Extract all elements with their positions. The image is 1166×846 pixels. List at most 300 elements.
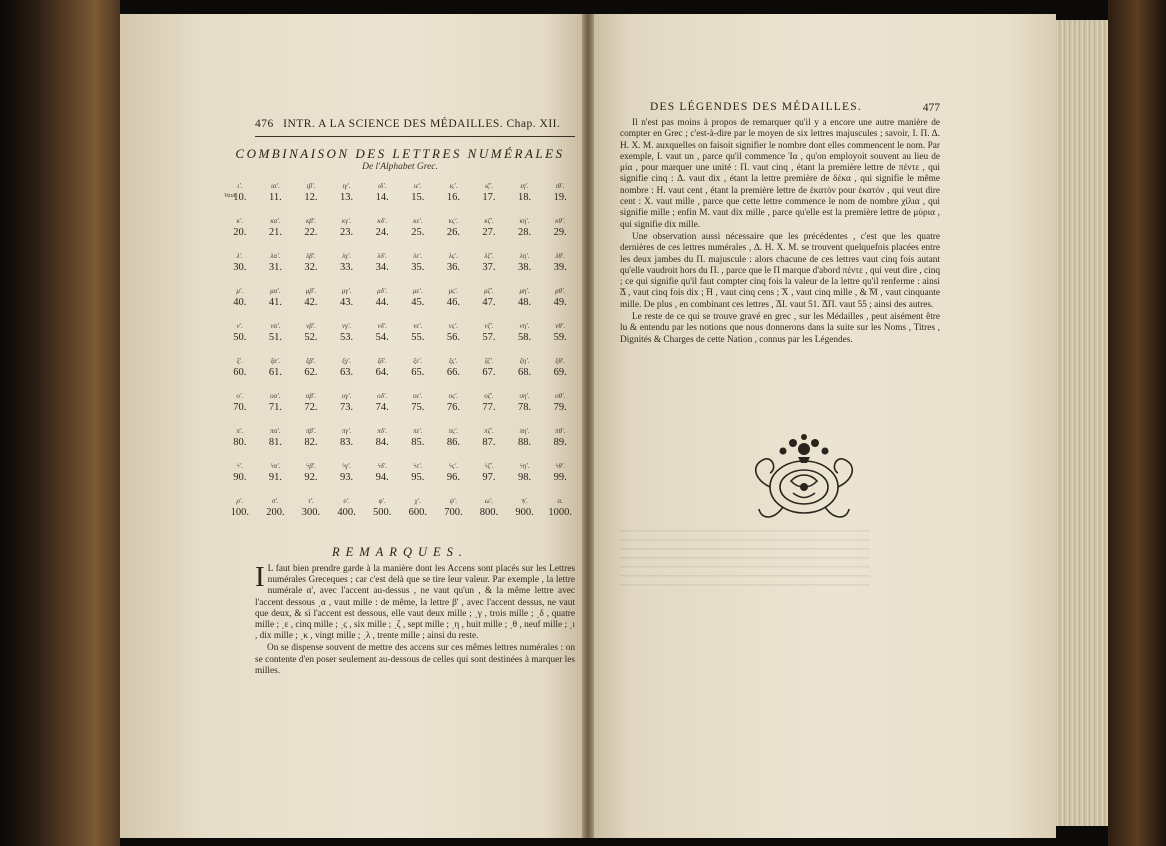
arabic-value: 71. bbox=[268, 402, 282, 413]
right-cover-edge bbox=[1108, 0, 1166, 846]
greek-numeral: πβ'. bbox=[305, 427, 317, 435]
greek-numeral: ϟη'. bbox=[519, 462, 530, 470]
arabic-value: 26. bbox=[446, 227, 460, 238]
arabic-value: 11. bbox=[269, 192, 282, 203]
numeral-cell bbox=[329, 392, 365, 414]
ornament-vignette-icon bbox=[743, 429, 865, 527]
greek-numeral: οδ'. bbox=[377, 392, 388, 400]
numeral-cell bbox=[507, 497, 543, 519]
greek-numeral: κδ'. bbox=[377, 217, 388, 225]
arabic-value: 300. bbox=[301, 507, 321, 518]
arabic-value: 91. bbox=[268, 472, 282, 483]
greek-numeral: με'. bbox=[413, 287, 423, 295]
greek-numeral: ξδ'. bbox=[377, 357, 387, 365]
arabic-value: 1000. bbox=[548, 507, 572, 518]
arabic-value: 44. bbox=[375, 297, 389, 308]
numeral-cell bbox=[507, 182, 543, 204]
greek-numeral: ιζ'. bbox=[484, 182, 493, 190]
numeral-cell bbox=[329, 357, 365, 379]
arabic-value: 96. bbox=[446, 472, 460, 483]
greek-numeral: ϟγ'. bbox=[342, 462, 352, 470]
greek-numeral: ξθ'. bbox=[555, 357, 566, 365]
greek-numeral: ιε'. bbox=[413, 182, 422, 190]
table-subtitle: De l'Alphabet Grec. bbox=[362, 162, 438, 172]
arabic-value: 88. bbox=[518, 437, 532, 448]
numeral-cell bbox=[222, 462, 258, 484]
numeral-row bbox=[222, 252, 578, 287]
arabic-value: 50. bbox=[233, 332, 247, 343]
numeral-cell bbox=[293, 357, 329, 379]
greek-numeral: μ'. bbox=[236, 287, 244, 295]
greek-numeral: α. bbox=[557, 497, 563, 505]
greek-numeral: ψ'. bbox=[449, 497, 458, 505]
arabic-value: 86. bbox=[446, 437, 460, 448]
numeral-cell bbox=[471, 392, 507, 414]
arabic-value: 33. bbox=[340, 262, 354, 273]
arabic-value: 45. bbox=[411, 297, 425, 308]
greek-numeral: ος'. bbox=[448, 392, 459, 400]
arabic-value: 38. bbox=[518, 262, 532, 273]
arabic-value: 500. bbox=[373, 507, 392, 518]
right-paragraph-3: Le reste de ce qui se trouve gravé en grec , sur les Médailles , peut aisément être lu & entendu par les notions que nous donnerons dans la suite sur les Noms , Titres , Dignités & Charges de cette Nation , connus par les Légendes. bbox=[620, 312, 940, 345]
greek-numeral: λβ'. bbox=[306, 252, 316, 260]
arabic-value: 31. bbox=[268, 262, 282, 273]
greek-numeral: να'. bbox=[270, 322, 281, 330]
numeral-cell bbox=[400, 217, 436, 239]
arabic-value: 700. bbox=[444, 507, 463, 518]
numeral-cell bbox=[364, 497, 400, 519]
greek-numeral: μη'. bbox=[519, 287, 530, 295]
arabic-value: 28. bbox=[518, 227, 532, 238]
right-page-number: 477 bbox=[922, 102, 940, 114]
greek-numeral: ξβ'. bbox=[306, 357, 316, 365]
numeral-cell bbox=[507, 462, 543, 484]
greek-numeral: ϟθ'. bbox=[555, 462, 566, 470]
numeral-cell bbox=[258, 252, 294, 274]
numeral-cell bbox=[436, 182, 472, 204]
head-rule bbox=[255, 136, 575, 137]
numeral-cell bbox=[222, 217, 258, 239]
numeral-cell bbox=[364, 462, 400, 484]
greek-numeral: κζ'. bbox=[484, 217, 494, 225]
numeral-cell bbox=[507, 392, 543, 414]
arabic-value: 39. bbox=[553, 262, 567, 273]
arabic-value: 61. bbox=[268, 367, 282, 378]
greek-numeral: ϟζ'. bbox=[484, 462, 494, 470]
numeral-cell bbox=[507, 287, 543, 309]
greek-numeral: πς'. bbox=[448, 427, 459, 435]
arabic-value: 75. bbox=[411, 402, 425, 413]
numeral-cell bbox=[293, 217, 329, 239]
numeral-cell bbox=[293, 252, 329, 274]
numeral-cell bbox=[364, 357, 400, 379]
numeral-cell bbox=[507, 357, 543, 379]
left-running-head bbox=[255, 118, 575, 130]
numeral-cell bbox=[471, 462, 507, 484]
numeral-cell bbox=[542, 497, 578, 519]
greek-numeral: ϟα'. bbox=[270, 462, 281, 470]
numeral-cell bbox=[400, 182, 436, 204]
arabic-value: 54. bbox=[375, 332, 389, 343]
numeral-cell bbox=[222, 497, 258, 519]
numeral-cell bbox=[436, 392, 472, 414]
greek-numeral: ξε'. bbox=[413, 357, 423, 365]
greek-numeral: π'. bbox=[236, 427, 244, 435]
greek-numeral: πε'. bbox=[413, 427, 423, 435]
arabic-value: 68. bbox=[518, 367, 532, 378]
arabic-value: 32. bbox=[304, 262, 318, 273]
numeral-cell bbox=[329, 252, 365, 274]
greek-numeral: ξζ'. bbox=[484, 357, 494, 365]
right-running-head bbox=[650, 101, 940, 113]
arabic-value: 64. bbox=[375, 367, 389, 378]
numeral-cell bbox=[542, 357, 578, 379]
arabic-value: 47. bbox=[482, 297, 496, 308]
numeral-cell bbox=[258, 182, 294, 204]
greek-numeral: σ'. bbox=[272, 497, 279, 505]
arabic-value: 36. bbox=[446, 262, 460, 273]
greek-numeral: ια'. bbox=[270, 182, 280, 190]
numeral-cell bbox=[542, 182, 578, 204]
greek-numeral: ξη'. bbox=[519, 357, 530, 365]
greek-numeral: κα'. bbox=[270, 217, 281, 225]
arabic-value: 51. bbox=[268, 332, 282, 343]
numeral-cell bbox=[471, 182, 507, 204]
numeral-cell bbox=[364, 182, 400, 204]
arabic-value: 13. bbox=[340, 192, 354, 203]
numeral-cell bbox=[436, 322, 472, 344]
greek-numeral: μδ'. bbox=[377, 287, 388, 295]
arabic-value: 65. bbox=[411, 367, 425, 378]
show-through-text bbox=[620, 530, 870, 590]
numeral-row bbox=[222, 322, 578, 357]
arabic-value: 19. bbox=[553, 192, 567, 203]
greek-numeral: κη'. bbox=[519, 217, 530, 225]
greek-numeral: ιθ'. bbox=[555, 182, 565, 190]
arabic-value: 34. bbox=[375, 262, 389, 273]
greek-numeral: ιη'. bbox=[520, 182, 529, 190]
numeral-cell bbox=[471, 427, 507, 449]
table-title: COMBINAISON DES LETTRES NUMÉRALES bbox=[235, 146, 565, 161]
greek-numeral: λς'. bbox=[448, 252, 458, 260]
numeral-cell bbox=[400, 287, 436, 309]
numeral-cell bbox=[258, 392, 294, 414]
greek-numeral: λζ'. bbox=[484, 252, 494, 260]
numeral-cell bbox=[293, 427, 329, 449]
arabic-value: 23. bbox=[340, 227, 354, 238]
arabic-value: 100. bbox=[230, 507, 249, 518]
greek-numeral: κε'. bbox=[413, 217, 423, 225]
remarques-paragraph-2: On se dispense souvent de mettre des accens sur ces mêmes lettres numérales : on se contente d'en poser seulement au-dessous de celles qui sont destinées à marquer les milles. bbox=[255, 643, 575, 676]
greek-numeral: κβ'. bbox=[305, 217, 317, 225]
greek-numeral: οθ'. bbox=[555, 392, 566, 400]
numeral-row bbox=[222, 462, 578, 497]
arabic-value: 82. bbox=[304, 437, 318, 448]
numeral-cell bbox=[222, 182, 258, 204]
numeral-cell bbox=[293, 497, 329, 519]
arabic-value: 98. bbox=[518, 472, 532, 483]
numeral-row bbox=[222, 217, 578, 252]
greek-numeral: μβ'. bbox=[305, 287, 317, 295]
numeral-table bbox=[222, 182, 578, 532]
arabic-value: 37. bbox=[482, 262, 496, 273]
greek-numeral: ογ'. bbox=[341, 392, 352, 400]
arabic-value: 30. bbox=[233, 262, 247, 273]
arabic-value: 63. bbox=[340, 367, 354, 378]
greek-numeral: λε'. bbox=[413, 252, 423, 260]
numeral-cell bbox=[258, 357, 294, 379]
greek-numeral: λθ'. bbox=[555, 252, 566, 260]
greek-numeral: οε'. bbox=[413, 392, 423, 400]
greek-numeral: μγ'. bbox=[341, 287, 352, 295]
numeral-cell bbox=[400, 357, 436, 379]
greek-numeral: λα'. bbox=[270, 252, 281, 260]
numeral-cell bbox=[258, 497, 294, 519]
right-paragraph-1: Il n'est pas moins à propos de remarquer qu'il y a encore une autre manière de compter en Grec ; c'est-à-dire par le moyen de six lettres majuscules ; savoir, I. Π. Δ. H. X. M. auxquelles on faisoit signifier le nombre dont elles commencent le nom. Par exemple, I. vaut un , parce qu'il commence Ἰα , qu'on employoit souvent au lieu de μία , pour marquer une unité : Π. vaut cinq , étant la première lettre de πέντε , qui signifie cinq : Δ. vaut dix , étant la lettre première de δέκα , qui signifie le même nombre : H. vaut cent , étant la première lettre de ἑκατὸν pour ἑκατόν , qui veut dire cent : X. vaut mille , parce que cette lettre commence le nom de nombre χίλια , qui signifie mille ; enfin M. vaut dix mille , parce qu'elle est la première lettre de μύρια , qui signifie dix mille. bbox=[620, 118, 940, 230]
arabic-value: 93. bbox=[340, 472, 354, 483]
numeral-cell bbox=[222, 392, 258, 414]
greek-numeral: χ'. bbox=[414, 497, 421, 505]
numeral-cell bbox=[400, 322, 436, 344]
greek-numeral: ιδ'. bbox=[377, 182, 387, 190]
arabic-value: 35. bbox=[411, 262, 425, 273]
numeral-cell bbox=[507, 217, 543, 239]
arabic-value: 41. bbox=[268, 297, 282, 308]
greek-numeral: ϟς'. bbox=[448, 462, 459, 470]
greek-numeral: μθ'. bbox=[555, 287, 566, 295]
numeral-cell bbox=[436, 252, 472, 274]
numeral-cell bbox=[400, 462, 436, 484]
arabic-value: 81. bbox=[268, 437, 282, 448]
numeral-cell bbox=[542, 462, 578, 484]
greek-numeral: πα'. bbox=[270, 427, 281, 435]
arabic-value: 84. bbox=[375, 437, 389, 448]
numeral-cell bbox=[542, 252, 578, 274]
numeral-row bbox=[222, 287, 578, 322]
numeral-cell bbox=[364, 217, 400, 239]
greek-numeral: πη'. bbox=[519, 427, 530, 435]
arabic-value: 20. bbox=[233, 227, 247, 238]
greek-numeral: νγ'. bbox=[342, 322, 352, 330]
numeral-cell bbox=[542, 427, 578, 449]
numeral-cell bbox=[222, 287, 258, 309]
numeral-cell bbox=[400, 427, 436, 449]
arabic-value: 43. bbox=[340, 297, 354, 308]
arabic-value: 200. bbox=[266, 507, 285, 518]
numeral-cell bbox=[329, 217, 365, 239]
greek-numeral: ξα'. bbox=[270, 357, 281, 365]
numeral-cell bbox=[400, 497, 436, 519]
numeral-row bbox=[222, 497, 578, 532]
numeral-cell bbox=[329, 322, 365, 344]
arabic-value: 79. bbox=[553, 402, 567, 413]
numeral-cell bbox=[222, 427, 258, 449]
greek-numeral: φ'. bbox=[378, 497, 386, 505]
arabic-value: 58. bbox=[518, 332, 532, 343]
greek-numeral: κς'. bbox=[448, 217, 459, 225]
greek-numeral: ϟε'. bbox=[413, 462, 423, 470]
greek-numeral: νζ'. bbox=[484, 322, 494, 330]
greek-numeral: τ'. bbox=[308, 497, 314, 505]
numeral-cell bbox=[471, 322, 507, 344]
arabic-value: 59. bbox=[553, 332, 567, 343]
numeral-row bbox=[222, 182, 578, 217]
numeral-cell bbox=[222, 322, 258, 344]
greek-numeral: ι'. bbox=[237, 182, 243, 190]
greek-numeral: ιβ'. bbox=[306, 182, 316, 190]
arabic-value: 52. bbox=[304, 332, 318, 343]
arabic-value: 60. bbox=[233, 367, 247, 378]
numeral-row bbox=[222, 392, 578, 427]
greek-numeral: ϟβ'. bbox=[306, 462, 316, 470]
arabic-value: 24. bbox=[375, 227, 389, 238]
greek-numeral: κθ'. bbox=[555, 217, 566, 225]
right-head-title: DES LÉGENDES DES MÉDAILLES. bbox=[650, 101, 862, 113]
numeral-cell bbox=[400, 252, 436, 274]
greek-numeral: λγ'. bbox=[342, 252, 352, 260]
arabic-value: 94. bbox=[375, 472, 389, 483]
numeral-cell bbox=[258, 462, 294, 484]
arabic-value: 15. bbox=[411, 192, 425, 203]
arabic-value: 92. bbox=[304, 472, 318, 483]
vaut-label: Vaut bbox=[224, 192, 236, 199]
greek-numeral: νς'. bbox=[448, 322, 458, 330]
arabic-value: 800. bbox=[479, 507, 499, 518]
arabic-value: 74. bbox=[375, 402, 389, 413]
numeral-cell bbox=[329, 287, 365, 309]
numeral-cell bbox=[471, 217, 507, 239]
left-head-title: INTR. A LA SCIENCE DES MÉDAILLES. Chap. XII. bbox=[283, 118, 561, 130]
numeral-cell bbox=[258, 217, 294, 239]
greek-numeral: νδ'. bbox=[377, 322, 387, 330]
right-paragraph-2: Une observation aussi nécessaire que les précédentes , c'est que les quatre dernières de ces lettres numérales , Δ. H. X. M. se trouvent quelquefois placées entre les deux jambes du Π. majuscule : alors chacune de ces lettres vaut cinq fois autant qu'elle vaudroit hors du Π. , parce que le Π marque d'abord πέντε , qui veut dire , cinq ; ce qui signifie qu'il faut compter cinq fois la valeur de la lettre qu'il renferme : ainsi ͞Δ , vaut cinq fois dix ; ͞H , vaut cinq cens ; ͞X , vaut cinq mille , & ͞M , vaut cinquante mille. De plus , en combinant ces lettres , ͞ΔI. vaut 51. ͞ΔΠ. vaut 55 ; ainsi des autres. bbox=[620, 231, 940, 310]
numeral-cell bbox=[364, 427, 400, 449]
greek-numeral: πδ'. bbox=[377, 427, 388, 435]
numeral-cell bbox=[436, 427, 472, 449]
greek-numeral: νη'. bbox=[519, 322, 530, 330]
arabic-value: 600. bbox=[408, 507, 427, 518]
greek-numeral: ϡ'. bbox=[521, 497, 529, 505]
numeral-cell bbox=[258, 427, 294, 449]
numeral-cell bbox=[258, 287, 294, 309]
greek-numeral: ο'. bbox=[236, 392, 244, 400]
arabic-value: 89. bbox=[553, 437, 567, 448]
arabic-value: 40. bbox=[233, 297, 247, 308]
arabic-value: 69. bbox=[553, 367, 567, 378]
arabic-value: 66. bbox=[446, 367, 460, 378]
arabic-value: 12. bbox=[304, 192, 318, 203]
arabic-value: 99. bbox=[553, 472, 567, 483]
arabic-value: 73. bbox=[340, 402, 354, 413]
arabic-value: 42. bbox=[304, 297, 318, 308]
numeral-cell bbox=[258, 322, 294, 344]
numeral-cell bbox=[471, 497, 507, 519]
greek-numeral: ξς'. bbox=[448, 357, 458, 365]
arabic-value: 22. bbox=[304, 227, 318, 238]
arabic-value: 53. bbox=[340, 332, 354, 343]
numeral-cell bbox=[364, 392, 400, 414]
greek-numeral: κγ'. bbox=[341, 217, 352, 225]
greek-numeral: μα'. bbox=[270, 287, 281, 295]
book-gutter bbox=[582, 14, 594, 838]
numeral-cell bbox=[471, 287, 507, 309]
arabic-value: 56. bbox=[446, 332, 460, 343]
arabic-value: 83. bbox=[340, 437, 354, 448]
greek-numeral: οζ'. bbox=[484, 392, 494, 400]
arabic-value: 76. bbox=[446, 402, 460, 413]
arabic-value: 87. bbox=[482, 437, 496, 448]
greek-numeral: ιγ'. bbox=[342, 182, 351, 190]
arabic-value: 67. bbox=[482, 367, 496, 378]
arabic-value: 900. bbox=[515, 507, 534, 518]
greek-numeral: οα'. bbox=[270, 392, 281, 400]
greek-numeral: λδ'. bbox=[377, 252, 387, 260]
greek-numeral: ις'. bbox=[449, 182, 458, 190]
numeral-cell bbox=[293, 322, 329, 344]
numeral-row bbox=[222, 357, 578, 392]
arabic-value: 72. bbox=[304, 402, 318, 413]
numeral-cell bbox=[542, 322, 578, 344]
arabic-value: 70. bbox=[233, 402, 247, 413]
arabic-value: 18. bbox=[518, 192, 532, 203]
greek-numeral: νβ'. bbox=[306, 322, 316, 330]
greek-numeral: πθ'. bbox=[555, 427, 566, 435]
greek-numeral: ω'. bbox=[484, 497, 494, 505]
greek-numeral: ϟδ'. bbox=[377, 462, 388, 470]
arabic-value: 85. bbox=[411, 437, 425, 448]
arabic-value: 95. bbox=[411, 472, 425, 483]
arabic-value: 21. bbox=[268, 227, 282, 238]
greek-numeral: πγ'. bbox=[341, 427, 352, 435]
arabic-value: 400. bbox=[337, 507, 356, 518]
numeral-cell bbox=[436, 497, 472, 519]
numeral-cell bbox=[436, 357, 472, 379]
arabic-value: 17. bbox=[482, 192, 496, 203]
arabic-value: 77. bbox=[482, 402, 496, 413]
arabic-value: 90. bbox=[233, 472, 247, 483]
numeral-cell bbox=[471, 252, 507, 274]
arabic-value: 80. bbox=[233, 437, 247, 448]
arabic-value: 25. bbox=[411, 227, 425, 238]
greek-numeral: μζ'. bbox=[484, 287, 494, 295]
arabic-value: 46. bbox=[446, 297, 460, 308]
numeral-row bbox=[222, 427, 578, 462]
numeral-cell bbox=[507, 252, 543, 274]
numeral-cell bbox=[293, 462, 329, 484]
arabic-value: 62. bbox=[304, 367, 318, 378]
arabic-value: 49. bbox=[553, 297, 567, 308]
arabic-value: 29. bbox=[553, 227, 567, 238]
greek-numeral: οβ'. bbox=[305, 392, 317, 400]
greek-numeral: ϟ'. bbox=[236, 462, 243, 470]
arabic-value: 48. bbox=[518, 297, 532, 308]
arabic-value: 97. bbox=[482, 472, 496, 483]
left-page-number: 476 bbox=[255, 118, 274, 130]
arabic-value: 57. bbox=[482, 332, 496, 343]
greek-numeral: οη'. bbox=[519, 392, 530, 400]
numeral-cell bbox=[222, 252, 258, 274]
numeral-cell bbox=[400, 392, 436, 414]
numeral-cell bbox=[364, 322, 400, 344]
numeral-cell bbox=[436, 287, 472, 309]
numeral-cell bbox=[293, 392, 329, 414]
remarques-paragraph-1: L faut bien prendre garde à la manière dont les Accens sont placés sur les Lettres numérales Greceques ; car c'est delà que se tire leur valeur. Par exemple , la lettre numérale α', avec l'accent au-dessus , ne vaut qu'un , & la même lettre avec l'accent dessous ͵α , vaut mille : de même, la lettre β' , avec l'accent dessus, ne vaut que deux, & si l'accent est dessous, elle vaut deux mille ; ͵γ , trois mille ; ͵δ , quatre mille ; ͵ε , cinq mille ; ͵ς , six mille ; ͵ζ , sept mille ; ͵η , huit mille ; ͵θ , neuf mille ; ͵ι , dix mille ; ͵κ , vingt mille ; ͵λ , trente mille ; ainsi du reste. bbox=[255, 564, 575, 642]
left-cover-edge bbox=[0, 0, 120, 846]
numeral-cell bbox=[507, 322, 543, 344]
numeral-cell bbox=[329, 462, 365, 484]
greek-numeral: υ'. bbox=[343, 497, 350, 505]
greek-numeral: ν'. bbox=[236, 322, 243, 330]
